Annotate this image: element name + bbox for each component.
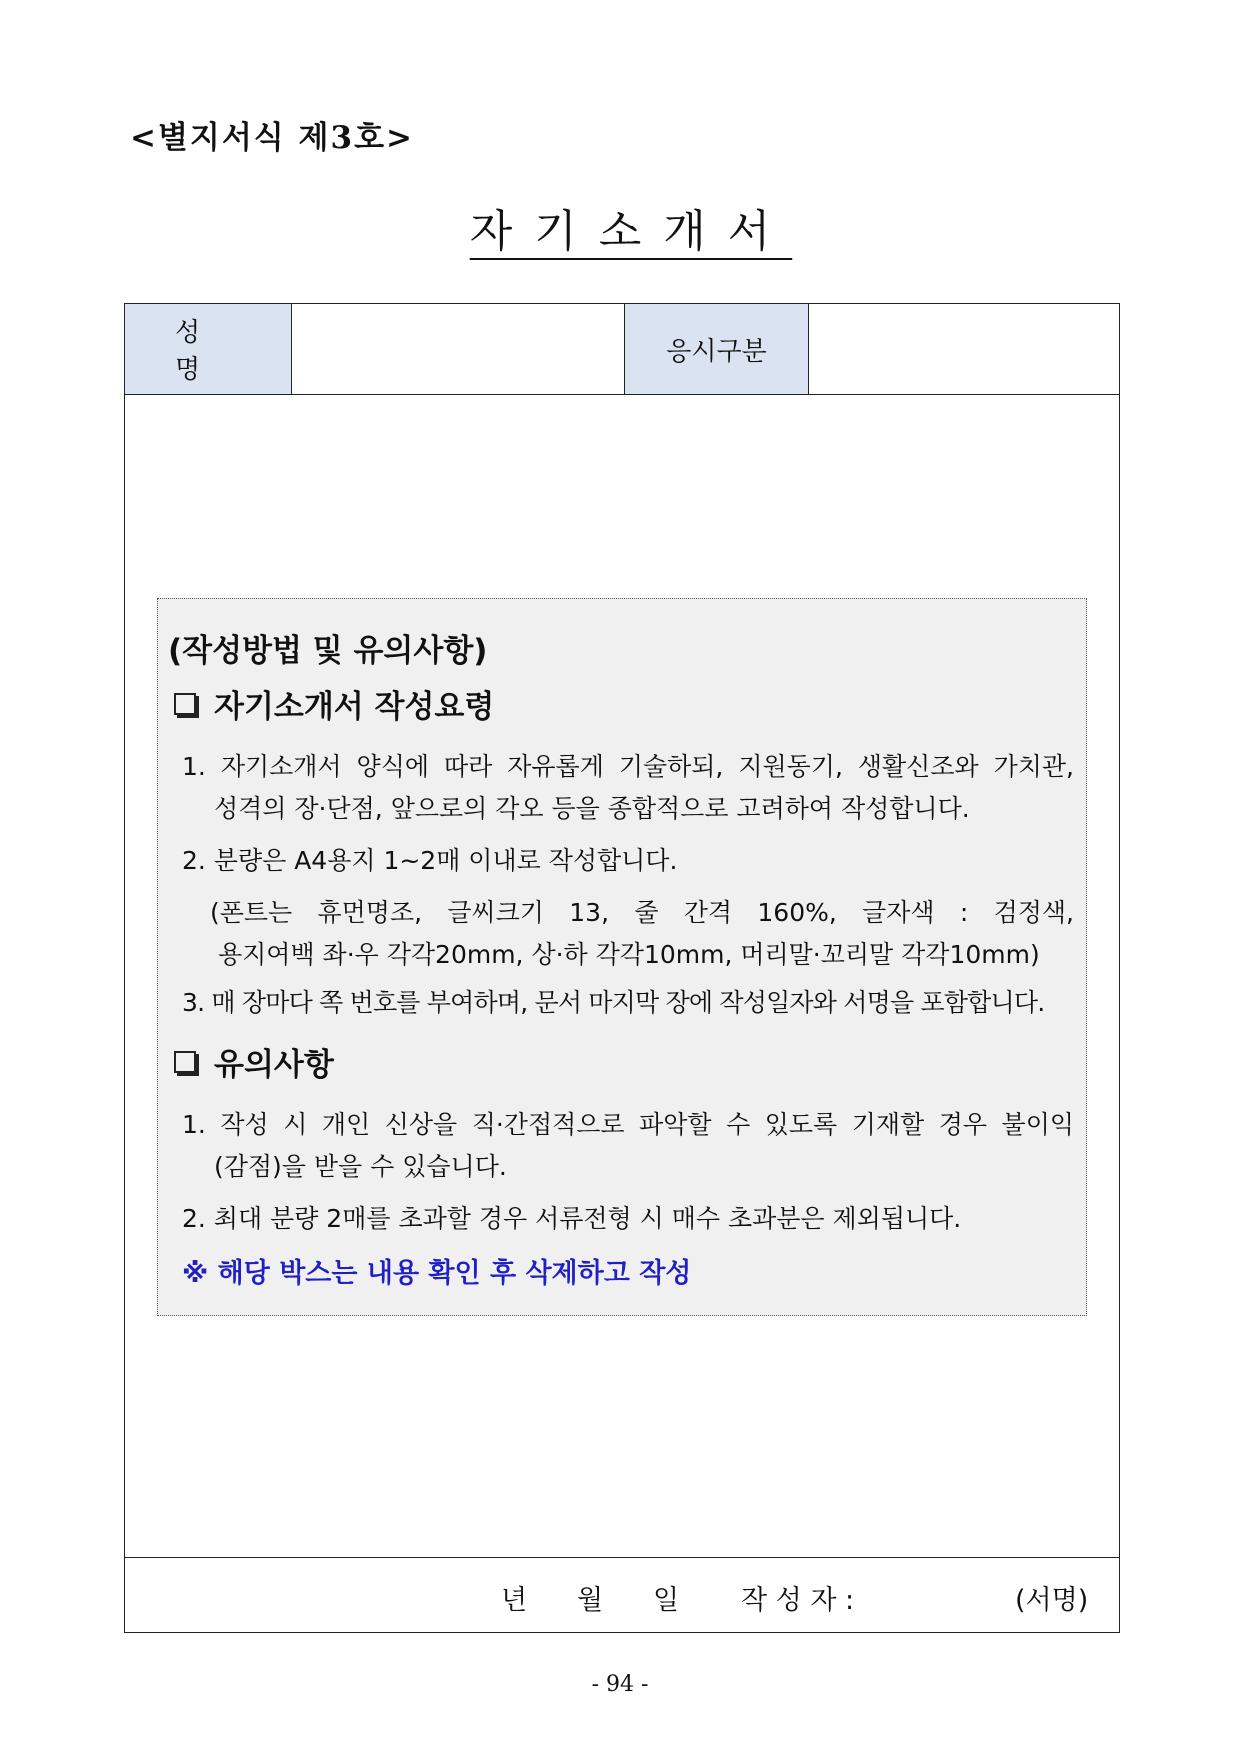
category-label: 응시구분 <box>666 336 767 367</box>
month-label: 월 <box>577 1585 604 1616</box>
document-title <box>0 195 1240 259</box>
guide-heading: (작성방법 및 유의사항) <box>168 633 488 669</box>
self-introduction-form <box>124 303 1120 1633</box>
day-label: 일 <box>653 1585 680 1616</box>
delete-box-notice: ※ 해당 박스는 내용 확인 후 삭제하고 작성 <box>182 1258 692 1289</box>
guide-item-2-note-line-1: (폰트는 휴먼명조, 글씨크기 13, 줄 간격 160%, 글자색 : 검정색, <box>210 898 1074 927</box>
form-number-label: <별지서식 제3호> <box>130 120 414 156</box>
page-number: - 94 - <box>591 1672 649 1697</box>
writing-guide-box <box>157 598 1087 1316</box>
checkbox-square-icon <box>174 693 196 715</box>
name-label-cell <box>125 304 292 394</box>
category-label-cell <box>625 304 809 394</box>
year-label: 년 <box>501 1585 528 1616</box>
caution-item-1-line-1: 1. 작성 시 개인 신상을 직·간접적으로 파악할 수 있도록 기재할 경우 불이익 <box>182 1110 1074 1139</box>
guide-item-2: 2. 분량은 A4용지 1~2매 이내로 작성합니다. <box>182 846 678 875</box>
guide-item-1-line-1: 1. 자기소개서 양식에 따라 자유롭게 기술하되, 지원동기, 생활신조와 가치관, <box>182 752 1074 781</box>
name-input-cell[interactable] <box>292 304 625 394</box>
checkbox-square-icon <box>174 1051 196 1073</box>
writer-label: 작 성 자 : <box>741 1585 855 1616</box>
document-title-text: 자기소개서 <box>469 206 793 257</box>
name-label: 성명 <box>175 318 251 385</box>
signature-label: (서명) <box>1015 1585 1089 1616</box>
header-row <box>125 304 1119 395</box>
signature-row <box>125 1557 1119 1632</box>
section2-title: 유의사항 <box>214 1047 334 1083</box>
caution-item-1-line-2: (감점)을 받을 수 있습니다. <box>214 1152 507 1181</box>
section1-title: 자기소개서 작성요령 <box>214 689 495 725</box>
category-input-cell[interactable] <box>809 304 1119 394</box>
section2-title-row <box>174 1039 334 1084</box>
guide-item-3: 3. 매 장마다 쪽 번호를 부여하며, 문서 마지막 장에 작성일자와 서명을 포함합니다. <box>182 988 1045 1017</box>
caution-item-2: 2. 최대 분량 2매를 초과할 경우 서류전형 시 매수 초과분은 제외됩니다. <box>182 1204 962 1233</box>
section1-title-row <box>174 681 494 726</box>
guide-item-2-note-line-2: 용지여백 좌·우 각각20mm, 상·하 각각10mm, 머리말·꼬리말 각각10mm) <box>218 940 1040 969</box>
writer-name-field[interactable] <box>877 1578 987 1614</box>
guide-item-1-line-2: 성격의 장·단점, 앞으로의 각오 등을 종합적으로 고려하여 작성합니다. <box>214 794 970 823</box>
